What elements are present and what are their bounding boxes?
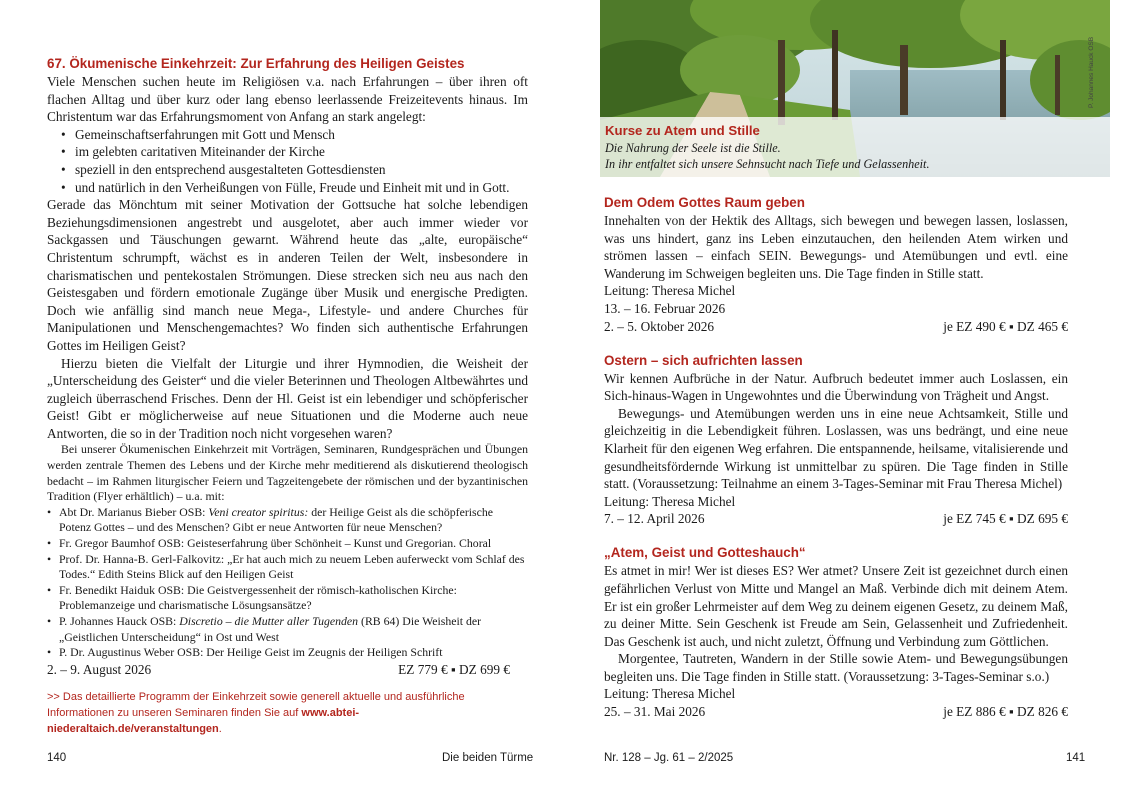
course-date: 7. – 12. April 2026 [604, 511, 705, 527]
course-title: Dem Odem Gottes Raum geben [604, 195, 805, 210]
course-description: Innehalten von der Hektik des Alltags, sich bewegen und bewegen lassen, loslassen, was uns hindert, ganz ins Leben einzutauchen, den heilenden Atem wirken und strömen lassen – einfach SEIN. Bewegungs- und Atemübungen und evtl. eine Wanderung im Schweigen begleiten uns. Die Tage finden in Stille statt. [604, 213, 1068, 281]
footer-magazine-title: Die beiden Türme [442, 752, 534, 764]
caption-line: In ihr entfaltet sich unsere Sehnsucht nach Tiefe und Gelassenheit. [605, 157, 930, 171]
course-date-row [604, 510, 1068, 528]
paragraph-program: Bei unserer Ökumenischen Einkehrzeit mit Vorträgen, Seminaren, Rundgesprächen und Übungen werden zentrale Themen des Lebens und der Kirche mehr meditierend als diskutierend theologisch bedacht – im Rahmen liturgischer Feiern und Tagzeitengebete der römischen und der byzantinischen Tradition (Flyer erhältlich) – u.a. mit: [47, 442, 528, 504]
caption-line: Die Nahrung der Seele ist die Stille. [605, 141, 781, 155]
paragraph-liturgy: Hierzu bieten die Vielfalt der Liturgie und ihrer Hymnodien, die Weisheit der „Unterscheidung des Geister“ und die vieler Beterinnen und Theologen Altbewährtes und zugleich überraschend Frisches. Denn der Hl. Geist ist ein lebendiger und schöpferischer Geist! Gibt er möglicherweise auf neue Situationen und die Moderne auch neue Antworten, die so in der Tradition noch nicht vorgesehen waren? [47, 355, 528, 441]
course-leader: Leitung: Theresa Michel [604, 283, 736, 299]
course-title: Ostern – sich aufrichten lassen [604, 352, 803, 368]
course-description: Bewegungs- und Atemübungen werden uns in eine neue Achtsamkeit, Stille und gleichzeitig in die Lebendigkeit führen. Loslassen, was uns bedrängt, und eine neue Klarheit für den eigenen Weg erfahren. Die entspannende, heilsame, vitalisierende und gesundheitsfördernde Wirkung ist unmittelbar zu spüren. Die Tage finden in Stille statt. (Voraussetzung: Teilnahme an einem 3-Tages-Seminar mit Frau Theresa Michel) [604, 405, 1068, 492]
course-section [604, 194, 1068, 336]
list-item: • Gemeinschaftserfahrungen mit Gott und Mensch [65, 126, 528, 144]
speaker-item: • Prof. Dr. Hanna-B. Gerl-Falkovitz: „Er hat auch mich zu neuem Leben auferweckt vom Schlaf des Todes.“ Edith Steins Blick auf den Heiligen Geist [47, 552, 528, 583]
speaker-item: • P. Johannes Hauck OSB: Discretio – die Mutter aller Tugenden (RB 64) Die Weisheit der „Geistlichen Unterscheidung“ in Ost und West [47, 614, 528, 645]
left-column [47, 55, 528, 737]
course-section [604, 544, 1068, 721]
speaker-item: • Fr. Gregor Baumhof OSB: Geisteserfahrung über Schönheit – Kunst und Gregorian. Choral [47, 536, 528, 552]
page-number-right: 141 [1066, 752, 1086, 764]
event-date-row [47, 661, 528, 679]
course-description: Es atmet in mir! Wer ist dieses ES? Wer atmet? Unsere Zeit ist gezeichnet durch einen gefährlichen Verlust von Mitte und Mangel an Maß. Verbinde dich mit deinem Atem. Er ist ein großer Lehrmeister auf dem Weg zu deinem eigenen Gesetz, zu deinem Maß, zu deiner Mitte. Sein Geschenk ist Freude am Sein, Gelassenheit und Zufriedenheit. Das Geschenk ist auch, und nicht zuletzt, Öffnung und Verbindung zum Göttlichen. [604, 563, 1068, 649]
course-price: je EZ 490 € ▪ DZ 465 € [943, 318, 1068, 334]
course-description: Wir kennen Aufbrüche in der Natur. Aufbruch bedeutet immer auch Loslassen, ein Sich-hinaus-Wagen in Ungewohntes und die Überwindung von Trägheit und Angst. [604, 370, 1068, 404]
course-title: „Atem, Geist und Gotteshauch“ [604, 545, 806, 561]
page-number-left: 140 [47, 752, 67, 764]
course-date: 25. – 31. Mai 2026 [604, 704, 706, 720]
website-link[interactable]: www.abtei-niederaltaich.de/veranstaltungen [47, 706, 360, 735]
footer-issue: Nr. 128 – Jg. 61 – 2/2025 [604, 752, 734, 764]
course-price: je EZ 886 € ▪ DZ 826 € [943, 704, 1068, 720]
speaker-item: • P. Dr. Augustinus Weber OSB: Der Heilige Geist im Zeugnis der Heiligen Schrift [47, 645, 528, 661]
course-leader: Leitung: Theresa Michel [604, 493, 736, 509]
speaker-item: • Fr. Benedikt Haiduk OSB: Die Geistvergessenheit der römisch-katholischen Kirche: Problemanzeige und charismatische Lösungsansätze? [47, 583, 528, 614]
article-heading: 67. Ökumenische Einkehrzeit: Zur Erfahrung des Heiligen Geistes [47, 56, 465, 71]
event-price: EZ 779 € ▪ DZ 699 € [398, 661, 510, 677]
course-date-row [604, 318, 1068, 336]
event-date: 2. – 9. August 2026 [47, 661, 152, 677]
photo-credit: P. Johannes Hauck OSB [1088, 36, 1095, 108]
course-leader: Leitung: Theresa Michel [604, 686, 736, 702]
intro-paragraph: Viele Menschen suchen heute im Religiösen v.a. nach Erfahrungen – über ihren oft flachen Alltag und über kurz oder lang ebenso leerlassende Freizeitevents hinaus. Im Christentum war das Erfahrungsmoment von Anfang an stark angelegt: [47, 74, 528, 125]
right-column [604, 194, 1068, 737]
experience-list [47, 126, 528, 196]
river-photo [600, 0, 1110, 177]
list-item: • im gelebten caritativen Miteinander der Kirche [65, 143, 528, 161]
course-date: 13. – 16. Februar 2026 [604, 300, 726, 316]
course-section [604, 352, 1068, 529]
caption-title: Kurse zu Atem und Stille [605, 123, 760, 138]
speaker-list [47, 505, 528, 661]
course-price: je EZ 745 € ▪ DZ 695 € [943, 511, 1068, 527]
list-item: • speziell in den entsprechend ausgestalteten Gottesdiensten [65, 161, 528, 179]
course-date-row [604, 703, 1068, 721]
right-page [566, 0, 1132, 800]
paragraph-monastic: Gerade das Mönchtum mit seiner Motivation der Gottsuche hat solche lebendigen Beziehungsdimensionen angestrebt und ausgelotet, aber auch immer wieder vor Sackgassen und Täuschungen gewarnt. Während heute das „alte, europäische“ Christentum schrumpft, wächst es in anderen Teilen der Welt, insbesondere in charismatischen und pentekostalen Strömungen. Diese strecken sich neu aus nach den Geistesgaben und fördern emotionale Zugänge über Musik und energische Predigten. Doch wie anfällig sind manch neue Mega-, Lifestyle- und andere Churches für Manipulationen und Menschengemachtes? Wo finden sich authentische Erfahrungen Gottes im Heiligen Geist? [47, 197, 528, 353]
course-description: Morgentee, Tautreten, Wandern in der Stille sowie Atem- und Bewegungsübungen begleiten uns. Die Tage finden in Stille statt. (Voraussetzung: 3-Tages-Seminar s.o.) [604, 651, 1068, 684]
speaker-item: • Abt Dr. Marianus Bieber OSB: Veni creator spiritus: der Heilige Geist als die schöpferische Potenz Gottes – und des Menschen? Gibt er neue Antworten für neue Menschen? [47, 505, 528, 536]
photo-caption [600, 117, 1110, 177]
course-date: 2. – 5. Oktober 2026 [604, 318, 715, 334]
list-item: • und natürlich in den Verheißungen von Fülle, Freude und Einheit mit und in Gott. [65, 179, 528, 197]
more-info-note: >> Das detaillierte Programm der Einkehrzeit sowie generell aktuelle und ausführliche Informationen zu unseren Seminaren finden Sie auf www.abtei-niederaltaich.de/veranstaltungen. [47, 690, 465, 735]
